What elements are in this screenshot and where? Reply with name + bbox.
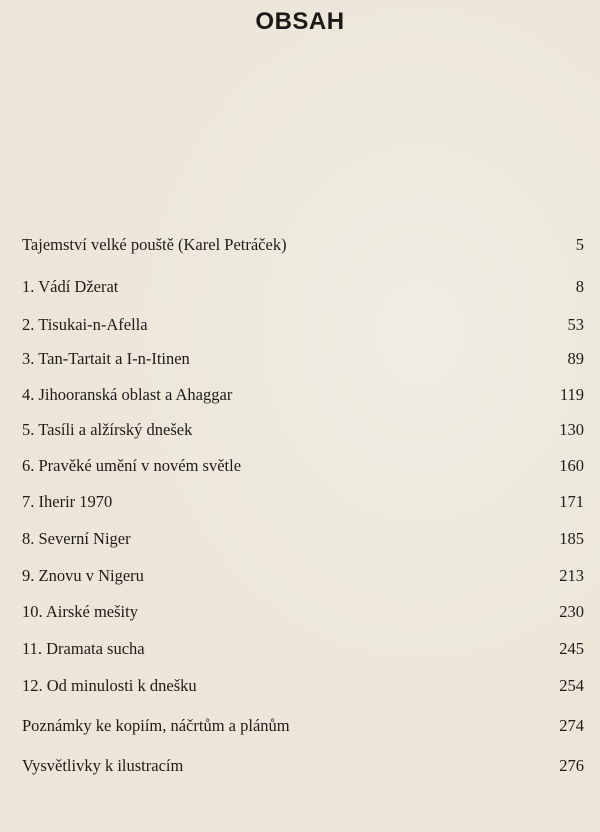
toc-entry-page: 5: [575, 235, 584, 254]
toc-entry-title: 6. Pravěké umění v novém světle: [22, 456, 242, 475]
toc-entry-page: 274: [559, 716, 584, 735]
toc-entry: [22, 277, 584, 297]
toc-entry-page: 254: [559, 676, 584, 695]
toc-entry-title: 5. Tasíli a alžírský dnešek: [22, 420, 193, 439]
toc-entry-page: 160: [559, 456, 584, 475]
toc-entry-title: 1. Vádí Džerat: [22, 277, 119, 296]
toc-entry-title: 11. Dramata sucha: [22, 639, 145, 658]
toc-entry: [22, 420, 584, 440]
toc-entry: [22, 235, 584, 255]
toc-entry-title: Poznámky ke kopiím, náčrtům a plánům: [22, 716, 290, 735]
toc-entry-title: 3. Tan-Tartait a I-n-Itinen: [22, 349, 190, 368]
toc-entry-page: 89: [567, 349, 584, 368]
toc-entry: [22, 639, 584, 659]
toc-entry-page: 130: [559, 420, 584, 439]
toc-entry: [22, 756, 584, 776]
toc-entry-title: 12. Od minulosti k dnešku: [22, 676, 197, 695]
toc-entry: [22, 529, 584, 549]
toc-entry-title: Tajemství velké pouště (Karel Petráček): [22, 235, 287, 254]
toc-entry: [22, 676, 584, 696]
toc-entry-page: 171: [559, 492, 584, 511]
toc-entry: [22, 385, 584, 405]
toc-entry-page: 276: [559, 756, 584, 775]
toc-entry-page: 245: [559, 639, 584, 658]
toc-entry-page: 230: [559, 602, 584, 621]
toc-entry-title: Vysvětlivky k ilustracím: [22, 756, 184, 775]
toc-entry-title: 2. Tisukai-n-Afella: [22, 315, 148, 334]
toc-entry-page: 185: [559, 529, 584, 548]
toc-entry: [22, 492, 584, 512]
toc-entry-title: 7. Iherir 1970: [22, 492, 113, 511]
toc-entry-title: 4. Jihooranská oblast a Ahaggar: [22, 385, 233, 404]
page-title: OBSAH: [255, 8, 345, 35]
toc-entry-title: 8. Severní Niger: [22, 529, 131, 548]
toc-entry: [22, 349, 584, 369]
toc-entry-title: 10. Airské mešity: [22, 602, 138, 621]
toc-entry: [22, 456, 584, 476]
toc-entry: [22, 716, 584, 736]
toc-entry: [22, 602, 584, 622]
toc-entry: [22, 315, 584, 335]
toc-entry-page: 8: [575, 277, 584, 296]
toc-entry-page: 53: [567, 315, 584, 334]
toc-entry-title: 9. Znovu v Nigeru: [22, 566, 144, 585]
toc-entry-page: 119: [559, 385, 584, 404]
toc-entry: [22, 566, 584, 586]
toc-entry-page: 213: [559, 566, 584, 585]
